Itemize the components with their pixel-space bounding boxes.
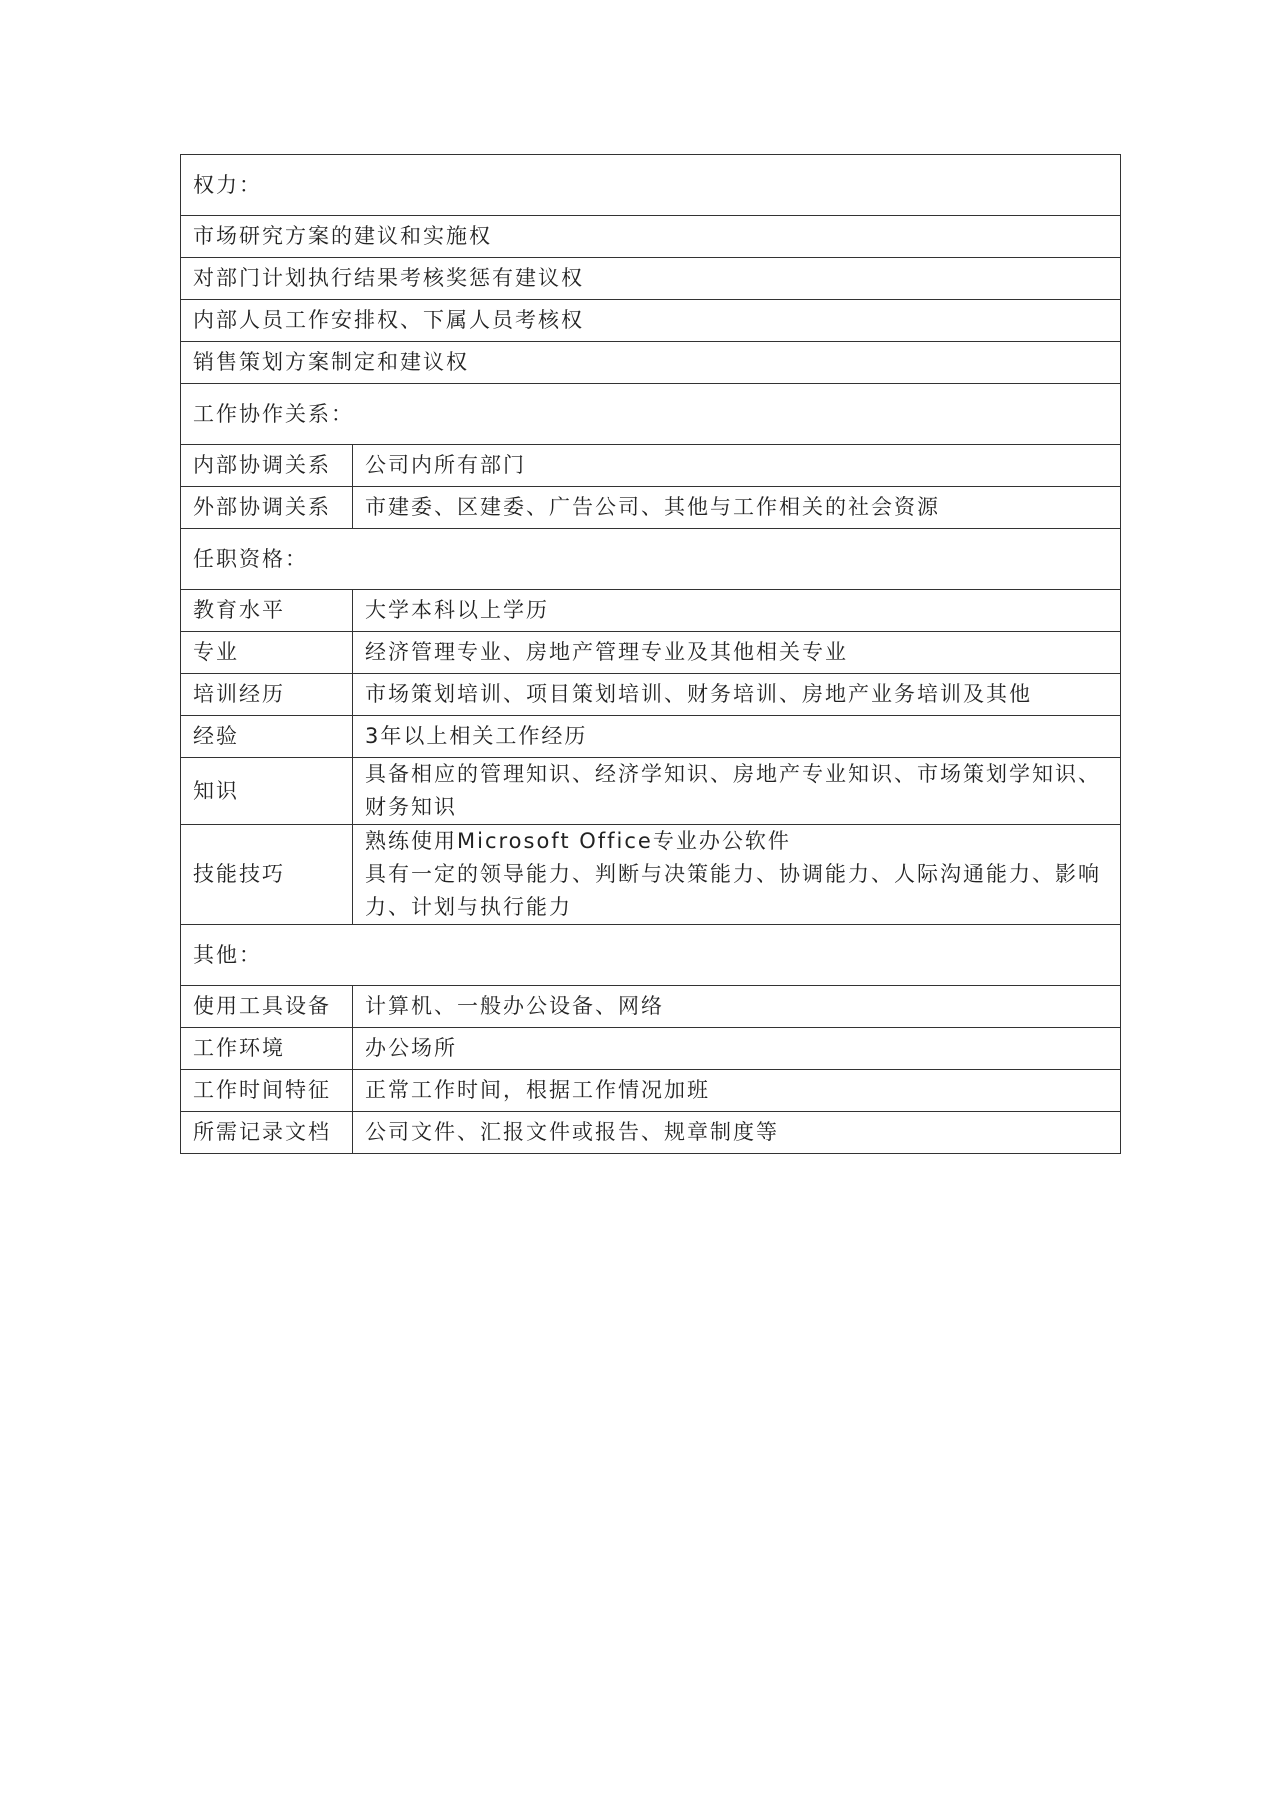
row-value: 正常工作时间，根据工作情况加班 bbox=[353, 1070, 1121, 1112]
row-value: 具备相应的管理知识、经济学知识、房地产专业知识、市场策划学知识、财务知识 bbox=[353, 758, 1121, 825]
row-value: 市场策划培训、项目策划培训、财务培训、房地产业务培训及其他 bbox=[353, 674, 1121, 716]
row-label: 外部协调关系 bbox=[181, 487, 353, 529]
skills-row bbox=[181, 825, 1121, 925]
authority-item-text: 销售策划方案制定和建议权 bbox=[181, 342, 1121, 384]
section-authority bbox=[181, 155, 1121, 216]
authority-item bbox=[181, 216, 1121, 258]
row-label: 教育水平 bbox=[181, 590, 353, 632]
section-qualifications bbox=[181, 529, 1121, 590]
skills-value bbox=[353, 825, 1121, 925]
qualification-row bbox=[181, 716, 1121, 758]
row-value: 3年以上相关工作经历 bbox=[353, 716, 1121, 758]
qualification-row bbox=[181, 632, 1121, 674]
skills-line: 熟练使用Microsoft Office专业办公软件 bbox=[365, 829, 791, 853]
job-description-table bbox=[180, 154, 1121, 1154]
row-label: 使用工具设备 bbox=[181, 986, 353, 1028]
section-collaboration bbox=[181, 384, 1121, 445]
authority-item-text: 市场研究方案的建议和实施权 bbox=[181, 216, 1121, 258]
authority-item bbox=[181, 300, 1121, 342]
section-heading-authority: 权力： bbox=[181, 155, 1121, 216]
section-heading-other: 其他： bbox=[181, 925, 1121, 986]
collaboration-row bbox=[181, 487, 1121, 529]
row-label: 工作时间特征 bbox=[181, 1070, 353, 1112]
row-value: 办公场所 bbox=[353, 1028, 1121, 1070]
row-label: 专业 bbox=[181, 632, 353, 674]
row-label: 技能技巧 bbox=[181, 825, 353, 925]
other-row bbox=[181, 1070, 1121, 1112]
section-heading-collaboration: 工作协作关系： bbox=[181, 384, 1121, 445]
row-label: 知识 bbox=[181, 758, 353, 825]
section-other bbox=[181, 925, 1121, 986]
other-row bbox=[181, 1112, 1121, 1154]
row-label: 工作环境 bbox=[181, 1028, 353, 1070]
row-value: 大学本科以上学历 bbox=[353, 590, 1121, 632]
other-row bbox=[181, 986, 1121, 1028]
authority-item bbox=[181, 342, 1121, 384]
skills-line: 具有一定的领导能力、判断与决策能力、协调能力、人际沟通能力、影响力、计划与执行能力 bbox=[365, 862, 1101, 919]
collaboration-row bbox=[181, 445, 1121, 487]
qualification-row bbox=[181, 590, 1121, 632]
row-value: 市建委、区建委、广告公司、其他与工作相关的社会资源 bbox=[353, 487, 1121, 529]
row-value: 公司内所有部门 bbox=[353, 445, 1121, 487]
row-label: 内部协调关系 bbox=[181, 445, 353, 487]
other-row bbox=[181, 1028, 1121, 1070]
row-label: 所需记录文档 bbox=[181, 1112, 353, 1154]
qualification-row bbox=[181, 758, 1121, 825]
section-heading-qualifications: 任职资格： bbox=[181, 529, 1121, 590]
row-value: 公司文件、汇报文件或报告、规章制度等 bbox=[353, 1112, 1121, 1154]
row-label: 培训经历 bbox=[181, 674, 353, 716]
qualification-row bbox=[181, 674, 1121, 716]
row-value: 经济管理专业、房地产管理专业及其他相关专业 bbox=[353, 632, 1121, 674]
row-value: 计算机、一般办公设备、网络 bbox=[353, 986, 1121, 1028]
authority-item bbox=[181, 258, 1121, 300]
authority-item-text: 内部人员工作安排权、下属人员考核权 bbox=[181, 300, 1121, 342]
authority-item-text: 对部门计划执行结果考核奖惩有建议权 bbox=[181, 258, 1121, 300]
row-label: 经验 bbox=[181, 716, 353, 758]
